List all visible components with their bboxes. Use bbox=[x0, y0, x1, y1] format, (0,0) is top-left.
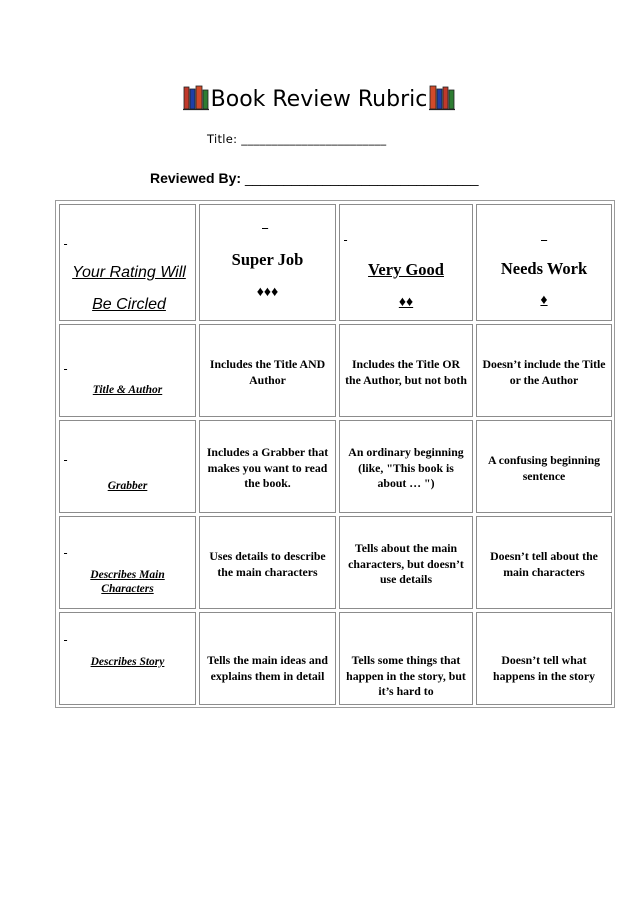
descriptor-cell bbox=[199, 612, 336, 705]
descriptor-cell bbox=[476, 612, 612, 705]
level-header-needs-work bbox=[476, 204, 612, 321]
rating-header-cell bbox=[59, 204, 196, 321]
title-field: Title: ________________________ bbox=[207, 132, 387, 146]
level-label: Super Job bbox=[231, 250, 304, 269]
descriptor-cell bbox=[199, 516, 336, 609]
page-title: Book Review Rubric bbox=[210, 87, 428, 112]
blank-mark bbox=[64, 360, 67, 370]
blank-mark bbox=[344, 231, 347, 241]
descriptor-cell bbox=[476, 420, 612, 513]
descriptor-cell bbox=[199, 420, 336, 513]
books-icon bbox=[183, 83, 209, 111]
blank-mark bbox=[541, 231, 547, 241]
descriptor-text: Includes the Title OR the Author, but not both bbox=[345, 357, 467, 387]
level-label: Needs Work bbox=[500, 259, 588, 278]
rubric-table bbox=[55, 200, 615, 708]
criterion-cell bbox=[59, 516, 196, 609]
descriptor-text: Tells some things that happen in the story, but it’s hard to bbox=[346, 653, 466, 698]
level-header-very-good bbox=[339, 204, 473, 321]
criterion-label: Describes Story bbox=[90, 656, 165, 668]
descriptor-cell bbox=[476, 324, 612, 417]
criterion-label: Title & Author bbox=[92, 384, 163, 396]
rating-header bbox=[63, 257, 195, 321]
descriptor-cell bbox=[339, 324, 473, 417]
criterion-cell bbox=[59, 420, 196, 513]
reviewed-by-label: Reviewed By: bbox=[150, 170, 242, 186]
criterion-label: Describes Main Characters bbox=[90, 569, 165, 595]
descriptor-cell bbox=[476, 516, 612, 609]
descriptor-text: Doesn’t tell what happens in the story bbox=[493, 653, 595, 683]
level-diamonds: ♦♦♦ bbox=[256, 285, 279, 300]
descriptor-text: Tells the main ideas and explains them in detail bbox=[207, 653, 328, 683]
rating-header-line-1: Your Rating Will bbox=[72, 264, 186, 281]
descriptor-text: Doesn’t tell about the main characters bbox=[490, 549, 598, 579]
page-title-row bbox=[0, 80, 638, 114]
descriptor-cell bbox=[339, 612, 473, 705]
blank-mark bbox=[64, 235, 67, 245]
descriptor-cell bbox=[339, 516, 473, 609]
level-diamonds: ♦ bbox=[540, 293, 548, 308]
descriptor-text: Uses details to describe the main characters bbox=[209, 549, 326, 579]
criterion-cell bbox=[59, 612, 196, 705]
blank-mark bbox=[64, 451, 67, 461]
criterion-cell bbox=[59, 324, 196, 417]
descriptor-text: Doesn’t include the Title or the Author bbox=[482, 357, 606, 387]
level-header-super-job bbox=[199, 204, 336, 321]
blank-mark bbox=[64, 631, 67, 641]
descriptor-text: Includes the Title AND Author bbox=[209, 357, 326, 387]
descriptor-text: Tells about the main characters, but doesn’t use details bbox=[348, 541, 464, 587]
blank-mark bbox=[262, 219, 268, 229]
descriptor-text: An ordinary beginning (like, "This book is about … ") bbox=[348, 445, 464, 491]
level-diamonds: ♦♦ bbox=[398, 295, 414, 310]
reviewed-by-line: ______________________________ bbox=[244, 170, 479, 186]
rating-header-line-2: Be Circled bbox=[92, 296, 166, 313]
descriptor-text: Includes a Grabber that makes you want to read the book. bbox=[206, 445, 329, 491]
books-icon bbox=[429, 83, 455, 111]
descriptor-cell bbox=[199, 324, 336, 417]
descriptor-cell bbox=[339, 420, 473, 513]
criterion-label: Grabber bbox=[107, 480, 148, 492]
descriptor-text: A confusing beginning sentence bbox=[487, 453, 601, 483]
reviewed-by-field bbox=[150, 170, 479, 186]
level-label: Very Good bbox=[368, 260, 444, 279]
blank-mark bbox=[64, 544, 67, 554]
